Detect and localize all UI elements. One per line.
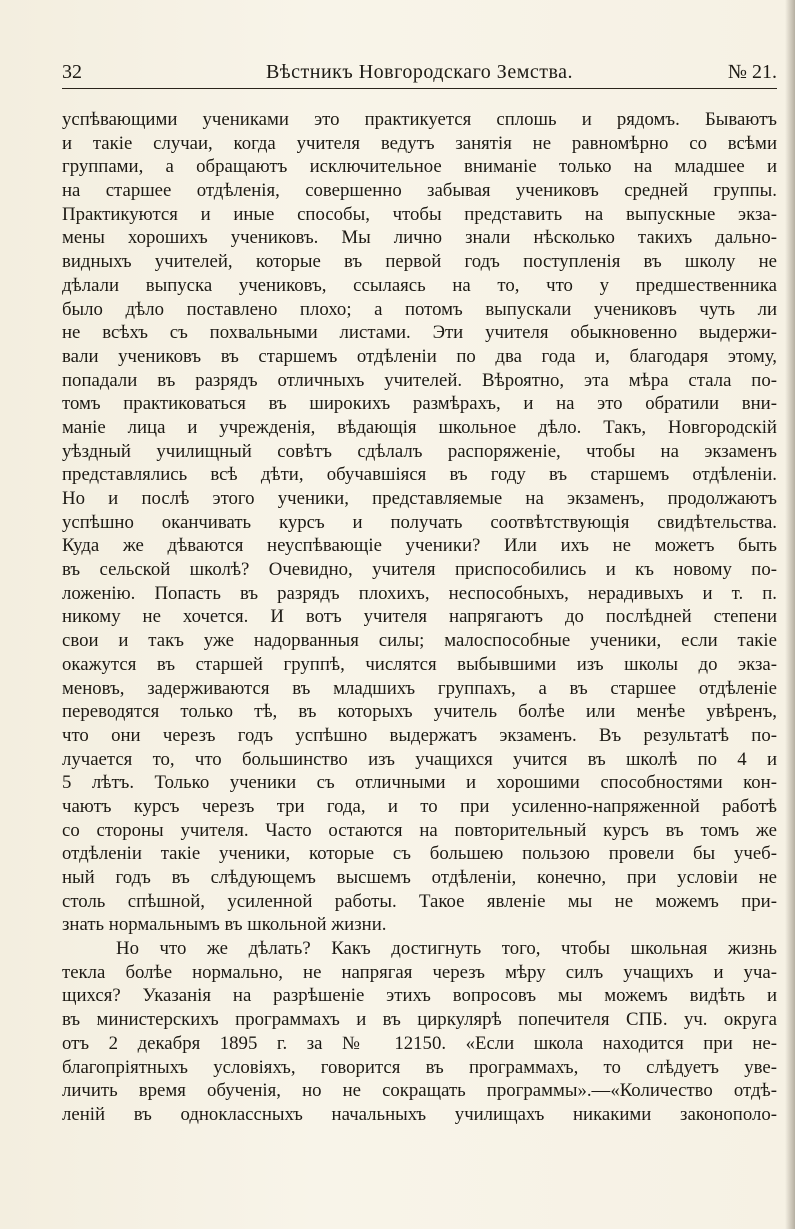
text-line: представлялись всѣ дѣти, обучавшіяся въ году въ старшемъ отдѣленіи.	[62, 464, 777, 486]
body-text	[62, 108, 777, 1127]
text-line: дѣлали выпуска учениковъ, ссылаясь на то, что у предшественника	[62, 274, 777, 296]
text-line: что они черезъ годъ успѣшно выдержатъ экзаменъ. Въ результатѣ по-	[62, 724, 777, 746]
text-line: ложенію. Попасть въ разрядъ плохихъ, неспособныхъ, нерадивыхъ и т. п.	[62, 582, 777, 604]
text-line: со стороны учителя. Часто остаются на повторительный курсъ въ томъ же	[62, 819, 777, 841]
text-line: Куда же дѣваются неуспѣвающіе ученики? Или ихъ не можетъ быть	[62, 535, 777, 557]
text-line: томъ практиковаться въ широкихъ размѣрахъ, и на это обратили вни-	[62, 393, 777, 415]
text-line: отдѣленіи такіе ученики, которые съ большею пользою провели бы учеб-	[62, 843, 777, 865]
text-line: никому не хочется. И вотъ учителя напрягаютъ до послѣдней степени	[62, 606, 777, 628]
text-line: въ министерскихъ программахъ и въ циркулярѣ попечителя СПБ. уч. округа	[62, 1009, 777, 1031]
text-line: попадали въ разрядъ отличныхъ учителей. Вѣроятно, эта мѣра стала по-	[62, 369, 777, 391]
issue-number: № 21.	[727, 61, 777, 83]
text-line: текла болѣе нормально, не напрягая черезъ мѣру силъ учащихъ и уча-	[62, 961, 777, 983]
text-line: было дѣло поставлено плохо; а потомъ выпускали учениковъ чуть ли	[62, 298, 777, 320]
paragraph-first-line: Но что же дѣлать? Какъ достигнуть того, чтобы школьная жизнь	[116, 938, 777, 960]
text-line: вали учениковъ въ старшемъ отдѣленіи по два года и, благодаря этому,	[62, 345, 777, 367]
text-line: уѣздный училищный совѣтъ сдѣлалъ распоряженіе, чтобы на экзаменъ	[62, 440, 777, 462]
text-line: лучается то, что большинство изъ учащихся учится въ школѣ по 4 и	[62, 748, 777, 770]
text-line: маніе лица и учрежденія, вѣдающія школьное дѣло. Такъ, Новгородскій	[62, 416, 777, 438]
text-line: столь спѣшной, усиленной работы. Такое явленіе мы не можемъ при-	[62, 890, 777, 912]
text-line: переводятся только тѣ, въ которыхъ учитель болѣе или менѣе увѣренъ,	[62, 701, 777, 723]
text-line: успѣвающими учениками это практикуется сплошь и рядомъ. Бываютъ	[62, 109, 777, 130]
text-line: личить время обученія, но не сокращать программы».—«Количество отдѣ-	[62, 1080, 777, 1102]
text-line: и такіе случаи, когда учителя ведутъ занятія не равномѣрно со всѣми	[62, 132, 777, 154]
text-line: леній въ одноклассныхъ начальныхъ училищахъ никакими законополо-	[62, 1103, 777, 1125]
text-line: успѣшно оканчивать курсъ и получать соотвѣтствующія свидѣтельства.	[62, 511, 777, 533]
paragraph-end-line: знать нормальнымъ въ школьной жизни.	[62, 914, 387, 936]
header-rule	[62, 88, 777, 89]
text-line: на старшее отдѣленія, совершенно забывая учениковъ средней группы.	[62, 180, 777, 202]
text-line: свои и такъ уже надорванныя силы; малоспособные ученики, если такіе	[62, 630, 777, 652]
text-line: 5 лѣтъ. Только ученики съ отличными и хорошими способностями кон-	[62, 772, 777, 794]
text-line: въ сельской школѣ? Очевидно, учителя приспособились и къ новому по-	[62, 559, 777, 581]
text-line: чаютъ курсъ черезъ три года, и то при усиленно-напряженной работѣ	[62, 795, 777, 817]
text-line: Практикуются и иные способы, чтобы представить на выпускные экза-	[62, 203, 777, 225]
journal-title: Вѣстникъ Новгородскаго Земства.	[265, 61, 574, 83]
text-line: не всѣхъ съ похвальными листами. Эти учителя обыкновенно выдержи-	[62, 322, 777, 344]
text-line: окажутся въ старшей группѣ, числятся выбывшими изъ школы до экза-	[62, 653, 777, 675]
text-line: отъ 2 декабря 1895 г. за № 12150. «Если школа находится при не-	[62, 1032, 777, 1054]
text-line: мены хорошихъ учениковъ. Мы лично знали нѣсколько такихъ дально-	[62, 227, 777, 249]
text-line: Но и послѣ этого ученики, представляемые на экзаменъ, продолжаютъ	[62, 488, 777, 509]
running-header	[62, 58, 777, 86]
text-line: меновъ, задерживаются въ младшихъ группахъ, а въ старшее отдѣленіе	[62, 677, 777, 699]
text-line: видныхъ учителей, которые въ первой годъ поступленія въ школу не	[62, 251, 777, 273]
page-edge-shadow	[785, 0, 795, 1229]
page-number: 32	[62, 61, 82, 83]
text-line: благопріятныхъ условіяхъ, говорится въ программахъ, то слѣдуетъ уве-	[62, 1056, 777, 1078]
text-line: ный годъ въ слѣдующемъ высшемъ отдѣленіи, конечно, при условіи не	[62, 867, 777, 888]
text-line: щихся? Указанія на разрѣшеніе этихъ вопросовъ мы можемъ видѣть и	[62, 985, 777, 1007]
text-line: группами, а обращаютъ исключительное вниманіе только на младшее и	[62, 156, 777, 178]
